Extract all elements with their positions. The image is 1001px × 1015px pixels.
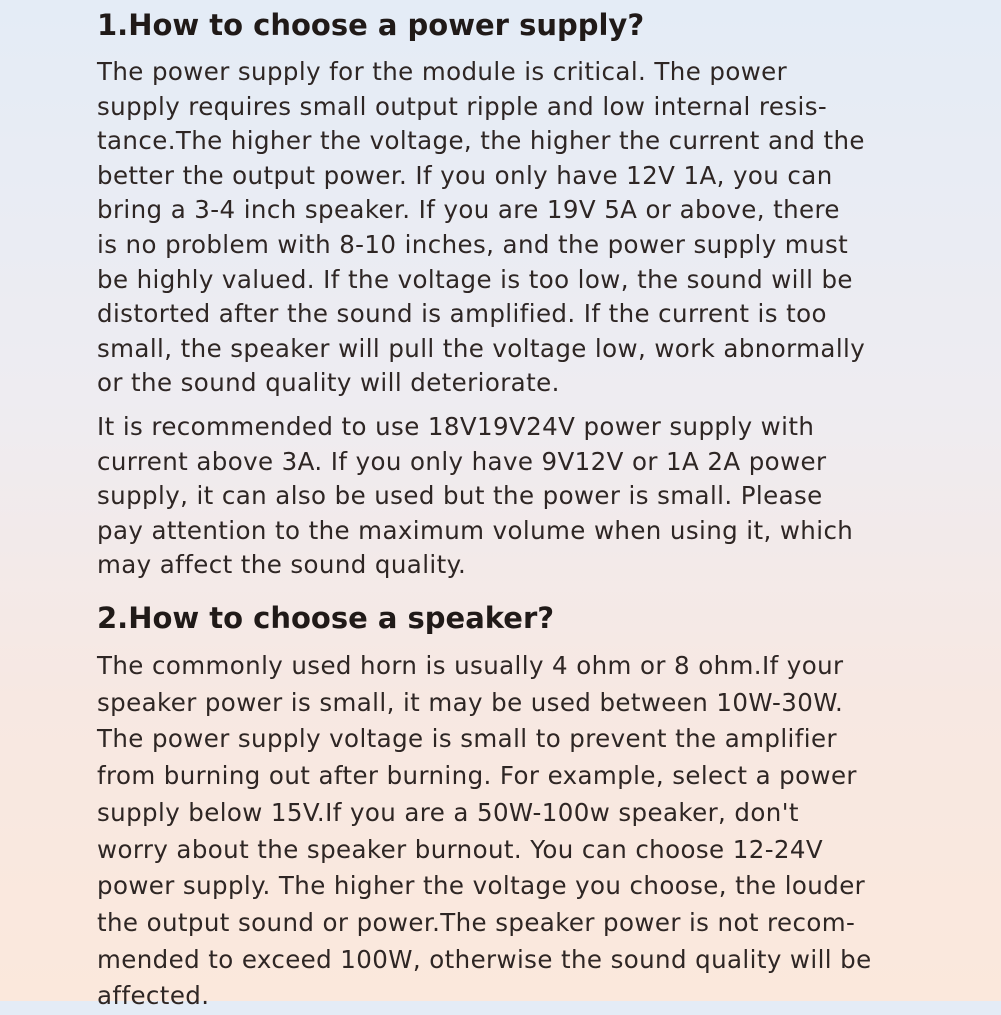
text-line: speaker power is small, it may be used between 10W-30W. [97, 687, 844, 717]
paragraph-power-supply-requirements [97, 55, 865, 401]
text-line: or the sound quality will deteriorate. [97, 368, 560, 398]
text-line: better the output power. If you only have 12V 1A, you can [97, 160, 833, 190]
text-line: pay attention to the maximum volume when using it, which [97, 515, 854, 545]
text-line: supply below 15V.If you are a 50W-100w speaker, don't [97, 797, 799, 827]
text-line: The power supply voltage is small to prevent the amplifier [97, 724, 837, 754]
paragraph-power-supply-recommendation [97, 410, 853, 583]
section-title-speaker: 2.How to choose a speaker? [97, 601, 555, 635]
text-line: tance.The higher the voltage, the higher the current and the [97, 126, 865, 156]
text-line: from burning out after burning. For example, select a power [97, 761, 857, 791]
text-line: be highly valued. If the voltage is too low, the sound will be [97, 264, 853, 294]
text-line: distorted after the sound is amplified. If the current is too [97, 299, 827, 329]
section-title-power-supply: 1.How to choose a power supply? [97, 8, 645, 42]
text-line: It is recommended to use 18V19V24V power supply with [97, 412, 815, 441]
text-line: current above 3A. If you only have 9V12V or 1A 2A power [97, 446, 827, 476]
text-line: The commonly used horn is usually 4 ohm or 8 ohm.If your [97, 651, 844, 680]
text-line: is no problem with 8-10 inches, and the power supply must [97, 229, 849, 259]
paragraph-speaker-choice [97, 648, 872, 1015]
text-line: The power supply for the module is critical. The power [97, 57, 788, 86]
text-line: bring a 3-4 inch speaker. If you are 19V 5A or above, there [97, 195, 840, 225]
text-line: the output sound or power.The speaker power is not recom- [97, 907, 856, 937]
text-line: worry about the speaker burnout. You can choose 12-24V [97, 834, 824, 864]
text-line: supply, it can also be used but the power is small. Please [97, 481, 823, 511]
text-line: mended to exceed 100W, otherwise the sound quality will be [97, 944, 872, 974]
text-line: supply requires small output ripple and low internal resis- [97, 91, 828, 121]
text-line: affected. [97, 981, 210, 1011]
text-line: power supply. The higher the voltage you choose, the louder [97, 871, 866, 901]
text-line: small, the speaker will pull the voltage low, work abnormally [97, 333, 866, 363]
text-line: may affect the sound quality. [97, 550, 467, 580]
